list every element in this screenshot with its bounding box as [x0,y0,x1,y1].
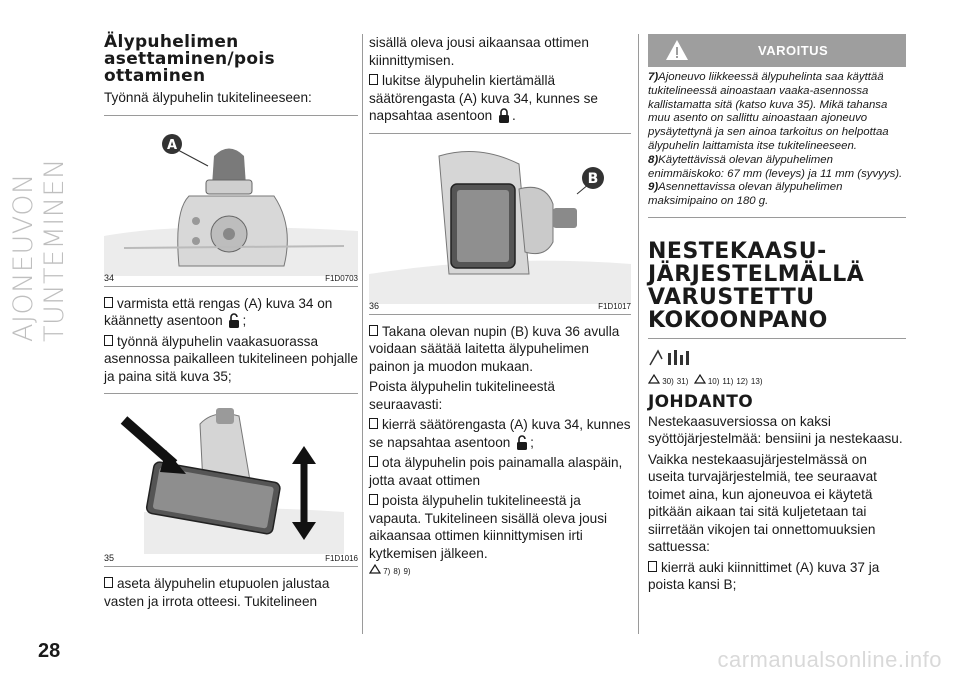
list-item: lukitse älypuhelin kiertämällä säätörengasta (A) kuva 34, kunnes se napsahtaa asentoon . [369,73,598,123]
continued-text: sisällä oleva jousi aikaansaa ottimen kiinnittymisen. [369,35,589,68]
warning-body: 7)Ajoneuvo liikkeessä älypuhelinta saa käyttää tukitelineessä ainoastaan vaaka-asennossa kallistamatta sitä (katso kuva 35). Mikä tahansa muu asento on sallittu ainoastaan ajoneuvo pysäytettynä ja sen ainoa tarkoitus on helpottaa älypuhelin laittamista itse tukitelineeseen. 8)Käytettävissä olevan älypuhelimen enimmäiskoko: 67 mm (leveys) ja 11 mm (syvyys). 9)Asennettavissa olevan älypuhelimen maksimipaino on 180 g. [648,67,906,218]
list-item: kierrä auki kiinnittimet (A) kuva 37 ja poista kansi B; [648,559,880,593]
checkbox-bullet-icon [104,335,113,346]
svg-text:A: A [166,137,178,153]
warning-title: VAROITUS [758,43,829,58]
column-1 [104,34,358,610]
warning-triangle-icon [664,37,690,63]
list-item: aseta älypuhelin etupuolen jalustaa vasten ja irrota otteesi. Tukitelineen [104,576,330,609]
paragraph: Nestekaasuversiossa on kaksi syöttöjärjestelmää: bensiini ja nestekaasu. [648,413,903,447]
section-heading: Älypuhelimen asettaminen/pois ottaminen [104,32,275,86]
figure-34 [104,115,358,287]
list-item: ota älypuhelin pois painamalla alaspäin, jotta avaat ottimen [369,455,623,488]
phone-holder-illustration [104,116,358,286]
list-item: työnnä älypuhelin vaakasuorassa asennossa paikalleen tukitelineen pohjalle ja paina sitä kuva 35; [104,333,358,384]
figure-code: F1D1016 [325,554,358,563]
checkbox-bullet-icon [369,456,378,467]
page-number: 28 [38,640,61,662]
warning-hand-icon [694,374,706,384]
unlock-icon [228,313,240,328]
warning-hand-icon [369,564,381,574]
list-item: poista älypuhelin tukitelineestä ja vapauta. Tukitelineen sisällä oleva jousi aikaansaa ottimen kiinnittymisen irti kytkemisen jälkeen. [369,493,608,561]
column-3 [648,34,906,594]
figure-code: F1D0703 [325,273,358,283]
column-2 [369,34,631,584]
environment-symbol-icon [648,347,694,367]
phone-insert-illustration [104,394,358,566]
checkbox-bullet-icon [369,325,378,336]
intro-text: Työnnä älypuhelin tukitelineeseen: [104,90,312,105]
list-item: kierrä säätörengasta (A) kuva 34, kunnes se napsahtaa asentoon ; [369,417,631,450]
figure-code: F1D1017 [598,301,631,311]
phone-adjust-illustration [369,134,631,314]
column-divider [362,34,363,634]
warning-hand-icon [648,374,660,384]
figure-35 [104,393,358,567]
column-divider [638,34,639,634]
svg-text:B: B [587,170,599,187]
list-item: varmista että rengas (A) kuva 34 on käännetty asentoon ; [104,295,333,328]
chapter-heading: NESTEKAASU-JÄRJESTELMÄLLÄ VARUSTETTU KOKOONPANO [648,240,906,339]
checkbox-bullet-icon [369,74,378,85]
checkbox-bullet-icon [369,494,378,505]
warning-header [648,34,906,67]
unlock-icon [516,435,528,450]
figure-36 [369,133,631,315]
watermark: carmanualsonline.info [717,647,942,672]
lock-icon [498,108,510,123]
figure-number: 34 [104,272,115,283]
symbol-row [648,347,906,372]
paragraph: Poista älypuhelin tukitelineestä seuraavasti: [369,379,555,412]
checkbox-bullet-icon [104,297,113,308]
checkbox-bullet-icon [104,577,113,588]
paragraph: Vaikka nestekaasujärjestelmässä on useita turvajärjestelmiä, tee seuraavat toimet aina, kun ajoneuvoa ei käytetä pitkään aikaan tai sitä kuljetetaan tai siirretään vikojen tai onnettomuuksien sattuessa: [648,451,877,555]
footnote-refs: 7) 8) 9) [369,564,631,576]
figure-number: 35 [104,553,115,563]
checkbox-bullet-icon [369,418,378,429]
side-chapter-title: AJONEUVON TUNTEMINEN [8,158,70,342]
figure-number: 36 [369,300,380,311]
footnote-refs: 30) 31) 10) 11) 12) 13) [648,374,906,386]
sub-heading: JOHDANTO [648,391,753,412]
checkbox-bullet-icon [648,561,657,572]
list-item: Takana olevan nupin (B) kuva 36 avulla voidaan säätää laitetta älypuhelimen painon ja muodon mukaan. [369,323,620,374]
